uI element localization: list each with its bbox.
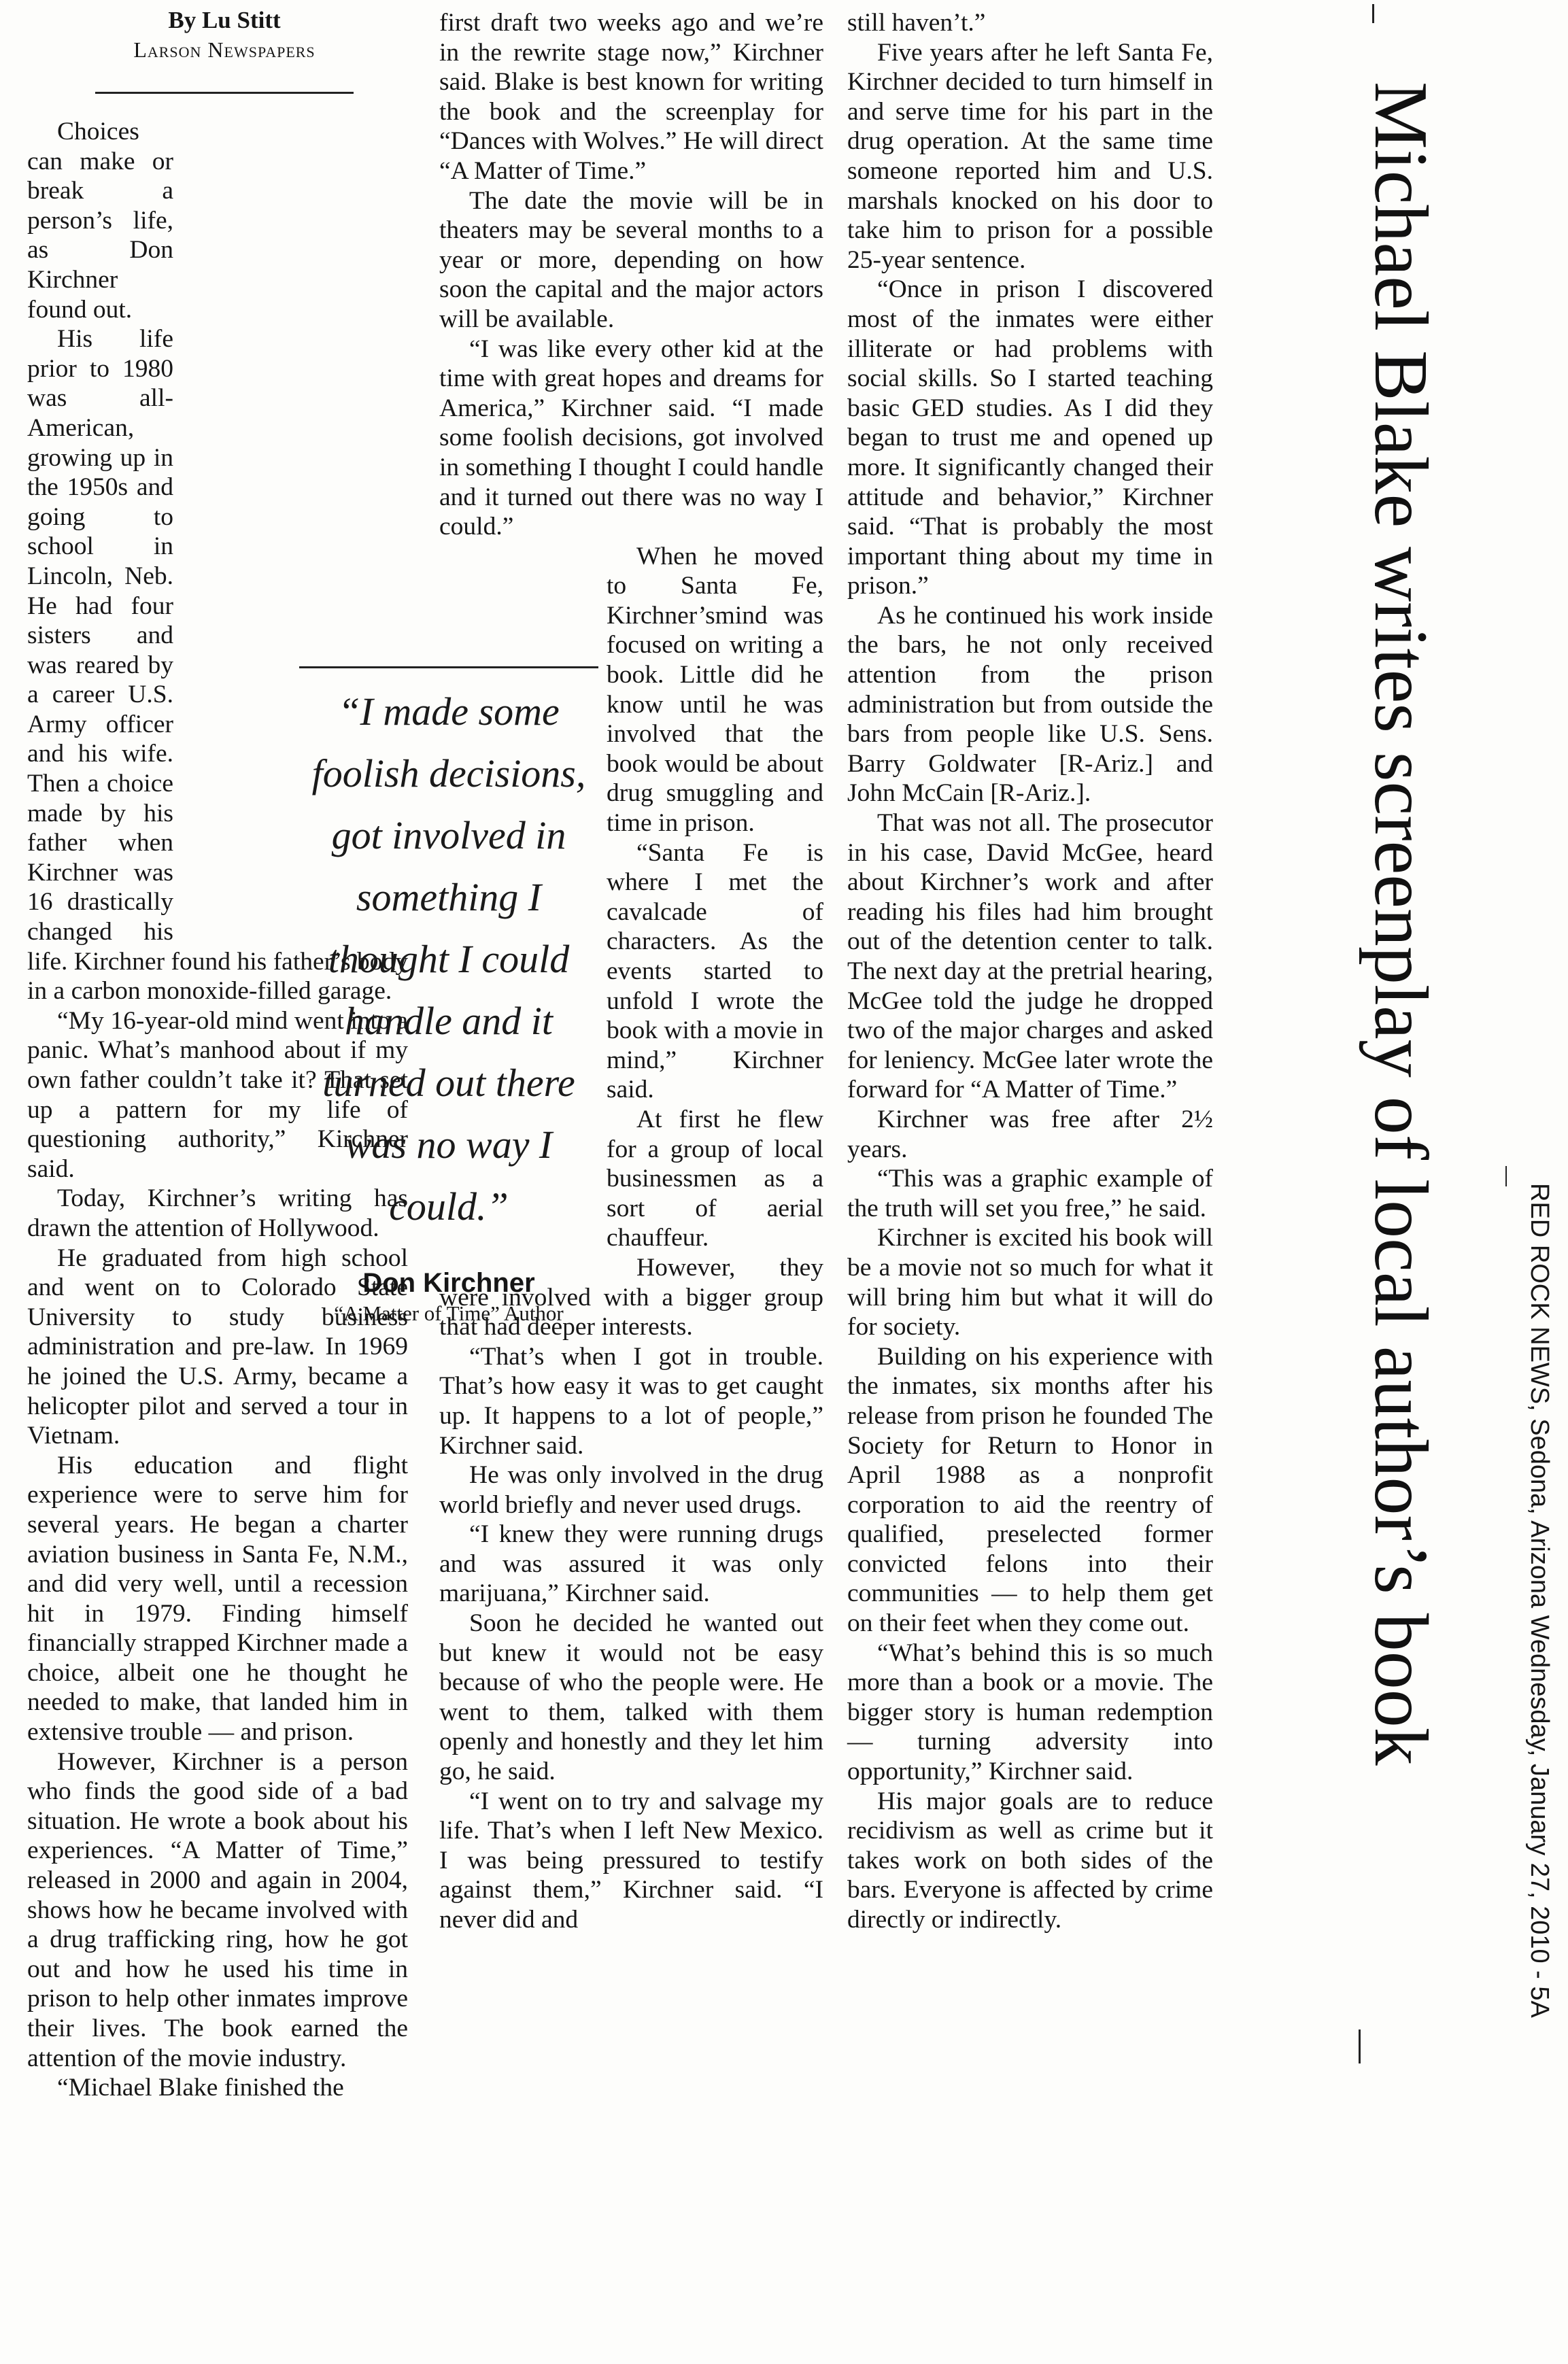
- article-paragraph: He was only involved in the drug world briefly and never used drugs.: [439, 1461, 823, 1519]
- article-paragraph: Building on his experience with the inmates, six months after his release from prison he founded The Society for Return to Honor in April 1988 as a nonprofit corporation to aid the reentry of qualified, preselected former convicted felons into their communities — to help them get on their feet when they come out.: [847, 1342, 1213, 1638]
- article-paragraph: Five years after he left Santa Fe, Kirchner decided to turn himself in and serve time for his part in the drug operation. At the same time someone reported him and U.S. marshals knocked on his door to take him to prison for a possible 25-year sentence.: [847, 38, 1213, 274]
- article-paragraph: His education and flight experience were to serve him for several years. He began a charter aviation business in Santa Fe, N.M., and did very well, until a recession hit in 1979. Finding himself financially strapped Kirchner made a choice, albeit one he thought he needed to make, that landed him in extensive trouble — and prison.: [27, 1451, 408, 1747]
- article-paragraph: At first he flew for a group of local businessmen as a sort of aerial chauffeur.: [607, 1105, 823, 1252]
- pull-quote: [299, 666, 598, 1327]
- article-paragraph: Soon he decided he wanted out but knew it would not be easy because of who the people were. He went to them, talked with them openly and honestly and they let him go, he said.: [439, 1609, 823, 1786]
- article-paragraph: Kirchner is excited his book will be a movie not so much for what it will bring him but what it will do for society.: [847, 1224, 1213, 1341]
- article-paragraph: “I knew they were running drugs and was assured it was only marijuana,” Kirchner said.: [439, 1520, 823, 1608]
- byline-divider: [95, 92, 354, 94]
- article-paragraph: His major goals are to reduce recidivism as well as crime but it takes work on both sides of the bars. Everyone is affected by crime directly or indirectly.: [847, 1787, 1213, 1934]
- article-paragraph: “I was like every other kid at the time with great hopes and dreams for America,” Kirchner said. “I made some foolish decisions, got involved in something I thought I could handle and it turned out there was no way I could.”: [439, 335, 823, 541]
- byline-author: By Lu Stitt: [168, 7, 281, 33]
- article-column-3: [847, 8, 1213, 1935]
- headline-top-mark: [1372, 4, 1374, 23]
- article-paragraph: first draft two weeks ago and we’re in the rewrite stage now,” Kirchner said. Blake is best known for writing the book and the screenplay for “Dances with Wolves.” He will direct “A Matter of Time.”: [439, 9, 823, 185]
- article-paragraph: “This was a graphic example of the truth will set you free,” he said.: [847, 1165, 1213, 1222]
- dateline-mark: [1505, 1166, 1507, 1186]
- pullquote-text: “I made some foolish decisions, got involved in something I thought I could handle and it turned out there was no way I could.”: [311, 689, 586, 1229]
- article-paragraph: “Once in prison I discovered most of the inmates were either illiterate or had problems with social skills. So I started teaching basic GED studies. As I did they began to trust me and opened up more. It significantly changed their attitude and behavior,” Kirchner said. “That is probably the most important thing about my time in prison.”: [847, 275, 1213, 600]
- article-paragraph: “Michael Blake finished the: [57, 2074, 344, 2102]
- pullquote-attribution: Don Kirchner: [362, 1268, 535, 1298]
- article-paragraph: Kirchner was free after 2½ years.: [847, 1105, 1213, 1163]
- pullquote-rule: [299, 666, 598, 668]
- article-paragraph: “My 16-year-old mind went into a panic. What’s manhood about if my own father couldn’t take it? That set up a pattern for my life of questioning authority,” Kirchner said.: [27, 1006, 408, 1183]
- byline: [82, 5, 367, 64]
- article-paragraph: “What’s behind this is so much more than a book or a movie. The bigger story is human redemption — turning adversity into opportunity,” Kirchner said.: [847, 1639, 1213, 1786]
- article-paragraph: His life prior to 1980 was all-American, growing up in the 1950s and going to school in Lincoln, Neb. He had four sisters and was reared by a career U.S. Army officer and his wife. Then a choice made by his father when Kirchner was 16 drastically changed his life. Kirchner found his father’s body in a carbon monoxide-filled garage.: [27, 325, 408, 1006]
- article-paragraph: When he moved to Santa Fe, Kirchner’smind was focused on writing a book. Little did he know until he was involved that the book would be about drug smuggling and time in prison.: [607, 542, 823, 838]
- article-paragraph: As he continued his work inside the bars, he not only received attention from the prison administration but from outside the bars from people like U.S. Sens. Barry Goldwater [R-Ariz.] and John McCain [R-Ariz.].: [847, 601, 1213, 808]
- article-paragraph: “Santa Fe is where I met the cavalcade of characters. As the events started to unfold I wrote the book with a movie in mind,” Kirchner said.: [607, 838, 823, 1104]
- article-paragraph: “I went on to try and salvage my life. That’s when I left New Mexico. I was being pressured to testify against them,” Kirchner said. “I never did and: [439, 1787, 823, 1934]
- article-paragraph: That was not all. The prosecutor in his case, David McGee, heard about Kirchner’s work and after reading his files had him brought out of the detention center to talk. The next day at the pretrial hearing, McGee told the judge he dropped two of the major charges and asked for leniency. McGee later wrote the forward for “A Matter of Time.”: [847, 809, 1213, 1104]
- dateline: RED ROCK NEWS, Sedona, Arizona Wednesday, January 27, 2010 - 5A: [1525, 1183, 1554, 2018]
- pullquote-role: “A Matter of Time” Author: [334, 1301, 564, 1325]
- article-paragraph: Choices can make or break a person’s life, as Don Kirchner found out.: [27, 118, 173, 324]
- article-paragraph: still haven’t.”: [847, 9, 986, 37]
- headline-bottom-mark: [1359, 2029, 1361, 2063]
- article-paragraph: Today, Kirchner’s writing has drawn the attention of Hollywood.: [27, 1184, 408, 1242]
- article-paragraph: However, Kirchner is a person who finds the good side of a bad situation. He wrote a book about his experiences. “A Matter of Time,” released in 2000 and again in 2004, shows how he became involved with a drug trafficking ring, how he got out and how he used his time in prison to help other inmates improve their lives. The book earned the attention of the movie industry.: [27, 1747, 408, 2072]
- article-paragraph: However, they were involved with a bigger group that had deeper interests.: [439, 1253, 823, 1341]
- article-paragraph: The date the movie will be in theaters may be several months to a year or more, depending on how soon the capital and the major actors will be available.: [439, 186, 823, 333]
- headline: Michael Blake writes screenplay of local author’s book: [1359, 82, 1443, 1766]
- article-paragraph: He graduated from high school and went on to Colorado State University to study business administration and pre-law. In 1969 he joined the U.S. Army, became a helicopter pilot and served a tour in Vietnam.: [27, 1244, 408, 1450]
- article-paragraph: “That’s when I got in trouble. That’s how easy it was to get caught up. It happens to a lot of people,” Kirchner said.: [439, 1342, 823, 1460]
- byline-organization: Larson Newspapers: [133, 37, 316, 62]
